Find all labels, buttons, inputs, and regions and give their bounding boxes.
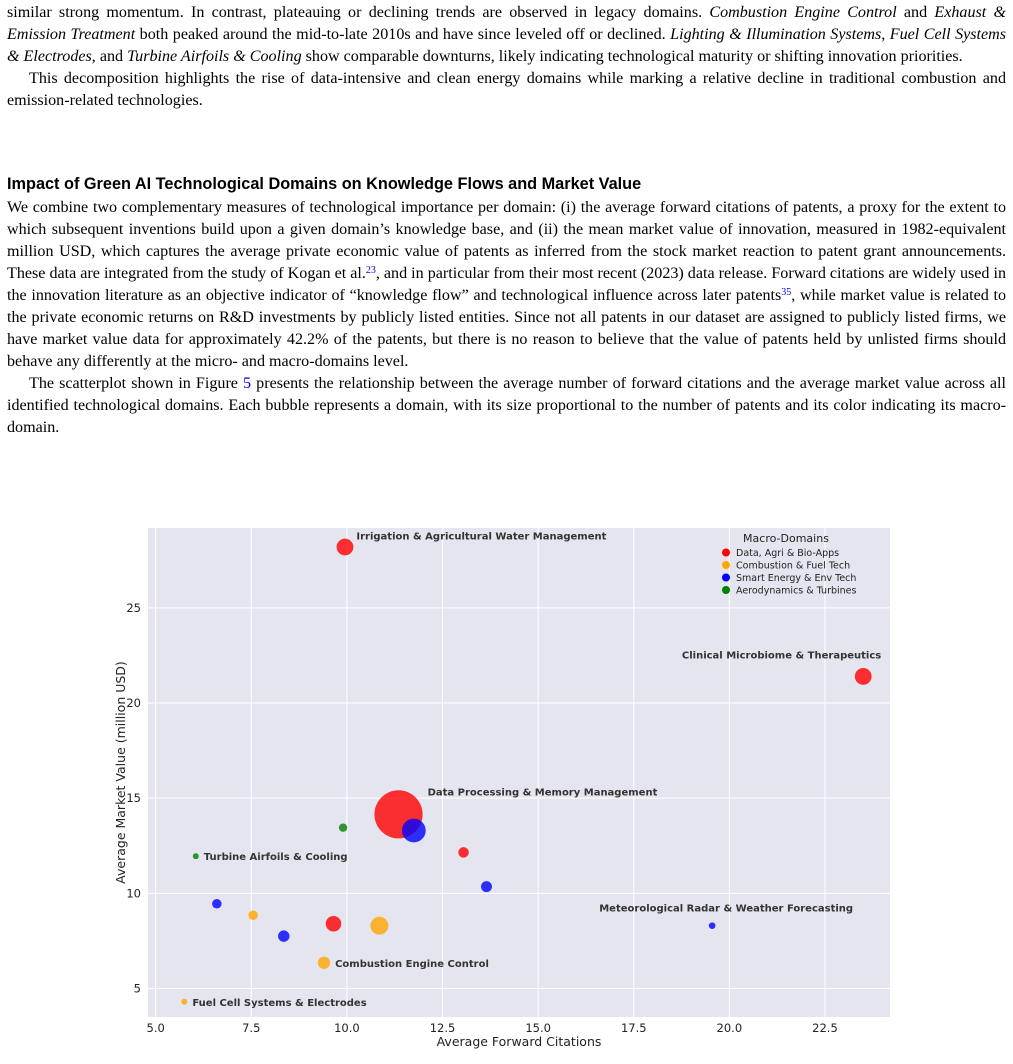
y-tick-label: 20 xyxy=(126,696,141,711)
point-label: Fuel Cell Systems & Electrodes xyxy=(192,997,367,1009)
legend-entry: Combustion & Fuel Tech xyxy=(736,560,851,572)
data-point xyxy=(481,881,492,892)
data-point xyxy=(370,917,388,935)
data-point xyxy=(318,957,330,969)
y-axis-label: Average Market Value (million USD) xyxy=(113,661,128,884)
data-point xyxy=(326,916,342,932)
point-label: Irrigation & Agricultural Water Management xyxy=(356,531,607,543)
point-label: Clinical Microbiome & Therapeutics xyxy=(681,650,882,662)
legend-swatch xyxy=(722,549,730,557)
legend-entry: Data, Agri & Bio-Apps xyxy=(736,548,840,559)
section-body xyxy=(7,197,1006,439)
legend-swatch xyxy=(722,561,730,569)
data-point xyxy=(709,922,716,929)
section-heading: Impact of Green AI Technological Domains on Knowledge Flows and Market Value xyxy=(7,175,642,193)
legend-entry: Aerodynamics & Turbines xyxy=(736,585,857,597)
y-tick-label: 25 xyxy=(126,600,141,615)
point-label: Turbine Airfoils & Cooling xyxy=(203,852,348,864)
data-point xyxy=(402,819,426,843)
section-paragraph-1: We combine two complementary measures of technological importance per domain: (i) the average forward citations of patents, a proxy for the extent to which subsequent inventions build upon a given domain’s knowledge base, and (ii) the mean market value of innovation, measured in 1982-equivalent million USD, which captures the average private economic value of patents as inferred from the stock market reaction to patent grant announcements. These data are integrated from the study of Kogan et al.$^{23}$, and in particular from their most recent (2023) data release. Forward citations are widely used in the innovation literature as an objective indicator of “knowledge flow” and technological influence across later patents$^{35}$, while market value is related to the private economic returns on R&D investments by publicly listed entities. Since not all patents in our dataset are assigned to publicly listed firms, we have market value data for approximately 42.2% of the patents, but there is no reason to believe that the value of patents held by unlisted firms should behave any differently at the micro- and macro-domains level. xyxy=(7,199,1007,370)
x-tick-label: 22.5 xyxy=(812,1021,838,1035)
x-tick-label: 17.5 xyxy=(620,1021,647,1035)
legend-swatch xyxy=(722,586,730,594)
data-point xyxy=(248,910,258,920)
x-tick-label: 12.5 xyxy=(429,1021,456,1035)
intro-paragraph-2: This decomposition highlights the rise of data-intensive and clean energy domains while marking a relative decline in traditional combustion and emission-related technologies. xyxy=(7,70,1006,109)
scatterplot-chart xyxy=(110,520,900,1060)
point-label: Combustion Engine Control xyxy=(335,958,489,970)
plot-area xyxy=(148,528,890,1017)
data-point xyxy=(458,847,469,858)
domain-name-italic: Turbine Airfoils & Cooling xyxy=(127,48,302,65)
data-point xyxy=(855,668,872,685)
y-tick-label: 10 xyxy=(126,886,141,901)
y-tick-label: 15 xyxy=(126,791,141,806)
data-point xyxy=(278,930,289,941)
x-tick-label: 5.0 xyxy=(146,1021,165,1035)
domain-name-italic: Fuel Cell Systems & Electrodes xyxy=(7,26,1007,65)
x-tick-label: 7.5 xyxy=(242,1021,261,1035)
x-tick-label: 20.0 xyxy=(716,1021,743,1035)
citation-link[interactable]: 35 xyxy=(781,287,792,298)
data-point xyxy=(337,539,354,556)
y-axis-ticks xyxy=(126,601,141,996)
legend-title: Macro-Domains xyxy=(743,532,829,545)
legend-swatch xyxy=(722,574,730,582)
data-point xyxy=(193,853,199,859)
y-tick-label: 5 xyxy=(133,981,141,996)
point-label: Meteorological Radar & Weather Forecasting xyxy=(599,903,854,915)
domain-name-italic: Combustion Engine Control xyxy=(709,4,897,21)
point-label: Data Processing & Memory Management xyxy=(427,787,658,799)
intro-text xyxy=(7,2,1006,112)
domain-name-italic: Exhaust & Emission Treatment xyxy=(7,4,1006,43)
x-tick-label: 10.0 xyxy=(334,1021,360,1035)
legend-entry: Smart Energy & Env Tech xyxy=(736,573,857,584)
x-axis-label: Average Forward Citations xyxy=(436,1034,602,1049)
x-axis-ticks xyxy=(147,1021,838,1035)
figure-link[interactable]: 5 xyxy=(243,375,252,392)
intro-paragraph-1: similar strong momentum. In contrast, plateauing or declining trends are observed in legacy domains. Combustion Engine Control and Exhaust & Emission Treatment both peaked around the mid-to-late 2010s and have since leveled off or declined. Lighting & Illumination Systems, Fuel Cell Systems & Electrodes, and Turbine Airfoils & Cooling show comparable downturns, likely indicating technological maturity or shifting innovation priorities. xyxy=(7,4,1007,65)
data-point xyxy=(212,899,222,909)
data-point xyxy=(339,823,347,831)
citation-link[interactable]: 23 xyxy=(365,265,376,276)
domain-name-italic: Lighting & Illumination Systems xyxy=(670,26,882,43)
x-tick-label: 15.0 xyxy=(525,1021,551,1035)
section-paragraph-2: The scatterplot shown in Figure 5 presents the relationship between the average number of forward citations and the average market value across all identified technological domains. Each bubble represents a domain, with its size proportional to the number of patents and its color indicating its macro-domain. xyxy=(7,375,1006,436)
scatterplot-figure xyxy=(110,520,900,1060)
data-point xyxy=(181,999,187,1005)
